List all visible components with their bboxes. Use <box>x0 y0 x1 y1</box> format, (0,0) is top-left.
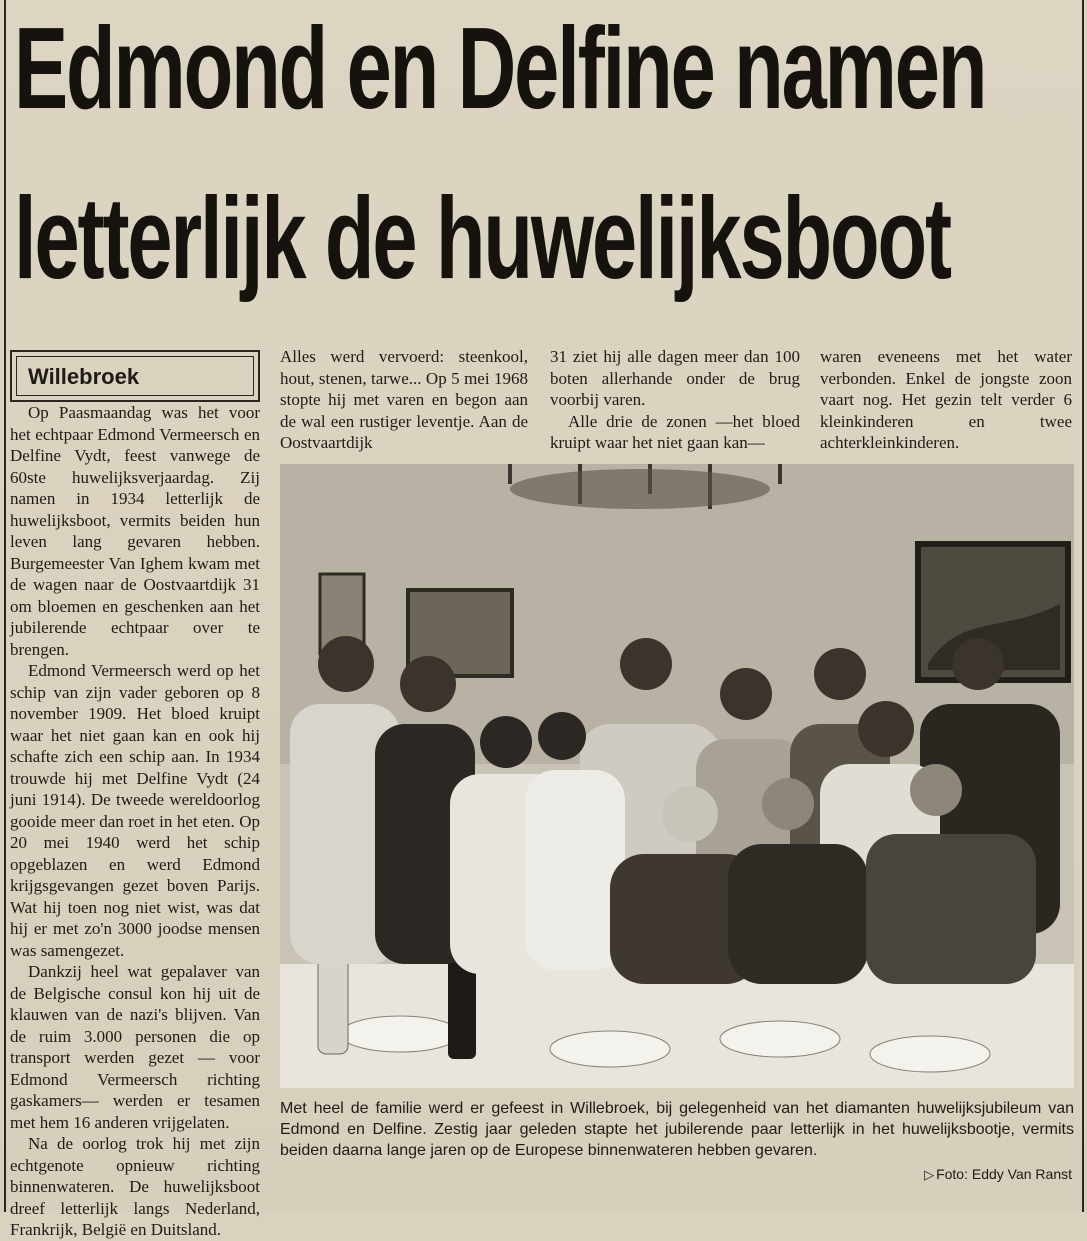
left-border-rule <box>4 0 6 1212</box>
family-photo-illustration <box>280 464 1074 1088</box>
triangle-icon: ▷ <box>924 1167 935 1182</box>
article-column-4 <box>820 346 1072 454</box>
article-column-3 <box>550 346 800 454</box>
article-column-left <box>10 402 260 1241</box>
headline-line-1: Edmond en Delfine namen <box>14 3 986 133</box>
headline-line-2: letterlijk de huwelijksboot <box>14 173 950 303</box>
family-photo <box>280 464 1074 1088</box>
article-column-2 <box>280 346 528 454</box>
paragraph: 31 ziet hij alle dagen meer dan 100 boten allerhande onder de brug voorbij varen. <box>550 347 800 409</box>
location-box <box>10 350 260 402</box>
right-border-rule <box>1082 0 1084 1212</box>
paragraph: Na de oorlog trok hij met zijn echtgenote opnieuw richting binnenwateren. De huwelijksboot dreef letterlijk langs Nederland, Frankrijk, België en Duitsland. <box>10 1134 260 1239</box>
paragraph: Edmond Vermeersch werd op het schip van zijn vader geboren op 8 november 1909. Het bloed kruipt waar het niet gaan kan en ook hij schafte zich een schip aan. In 1934 trouwde hij met Delfine Vydt (24 juni 1914). De tweede wereldoorlog gooide meer dan roet in het eten. Op 20 mei 1940 werd het schip opgeblazen en werd Edmond krijgsgevangen gezet boven Parijs. Wat hij toen nog niet wist, was dat hij er met zo'n 3000 joodse mensen was samengezet. <box>10 661 260 960</box>
paragraph: Dankzij heel wat gepalaver van de Belgische consul kon hij uit de klauwen van de nazi's blijven. Van de ruim 3.000 personen die op transport werden gezet — voor Edmond Vermeersch richting gaskamers— werden er tesamen met hem 16 anderen vrijgelaten. <box>10 962 260 1132</box>
paragraph: Op Paasmaandag was het voor het echtpaar Edmond Vermeersch en Delfine Vydt, feest vanwege de 60ste huwelijksverjaardag. Zij namen in 1934 letterlijk de huwelijksboot, vermits beiden hun leven lang gevaren hebben. Burgemeester Van Ighem kwam met de wagen naar de Oostvaartdijk 31 om bloemen en geschenken aan het jubilerende echtpaar over te brengen. <box>10 403 260 659</box>
photo-credit-text: Foto: Eddy Van Ranst <box>936 1166 1072 1182</box>
paragraph: Alles werd vervoerd: steenkool, hout, stenen, tarwe... Op 5 mei 1968 stopte hij met varen en begon aan de wal een rustiger leventje. Aan de Oostvaartdijk <box>280 347 528 452</box>
paragraph: Alle drie de zonen —het bloed kruipt waar het niet gaan kan— <box>550 411 800 452</box>
paragraph: waren eveneens met het water verbonden. Enkel de jongste zoon vaart nog. Het gezin telt verder 6 kleinkinderen en twee achterkleinkinderen. <box>820 347 1072 452</box>
location-label: Willebroek <box>28 364 140 389</box>
photo-credit <box>882 1166 1072 1183</box>
photo-caption: Met heel de familie werd er gefeest in Willebroek, bij gelegenheid van het diamanten huwelijksjubileum van Edmond en Delfine. Zestig jaar geleden stapte het jubilerende paar letterlijk in het huwelijksbootje, vermits beiden daarna lange jaren op de Europese binnenwateren hebben gevaren. <box>280 1100 1074 1159</box>
